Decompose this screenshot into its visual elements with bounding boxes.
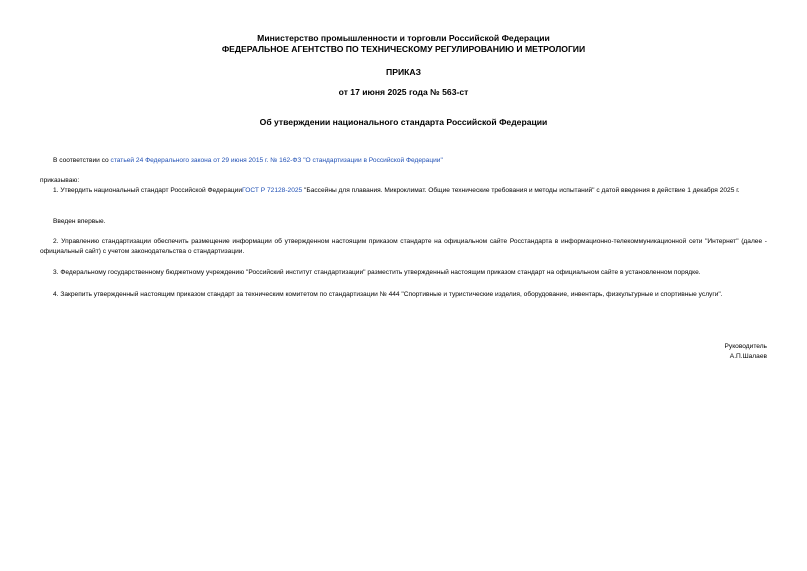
order-word: приказываю: (40, 177, 80, 184)
item-1-tail: "Бассейны для плавания. Микроклимат. Общие технические требования и методы испытаний" с датой введения в действие 1 декабря 2025 г. (302, 187, 740, 194)
signer-name: А.П.Шалаев (729, 353, 767, 360)
law-article-link[interactable]: статьей 24 Федерального закона от 29 июня 2015 г. № 162-ФЗ "О стандартизации в Российской Федерации" (110, 157, 443, 164)
item-2-paragraph: 2. Управлению стандартизации обеспечить размещение информации об утвержденном настоящим приказом стандарте на официальном сайте Росстандарта в информационно-телекоммуникационной сети "Интернет" (далее - официальный сайт) с учетом законодательства о стандартизации. (40, 238, 767, 255)
item-4-paragraph: 4. Закрепить утвержденный настоящим приказом стандарт за техническим комитетом по стандартизации № 444 "Спортивные и туристические изделия, оборудование, инвентарь, физкультурные и спортивные услуги". (53, 291, 723, 298)
introduced-note: Введен впервые. (53, 218, 106, 225)
order-date-number: от 17 июня 2025 года № 563-ст (338, 87, 469, 97)
gost-standard-link[interactable]: ГОСТ Р 72128-2025 (242, 187, 303, 194)
ministry-name: Министерство промышленности и торговли Российской Федерации (257, 33, 550, 43)
preamble-lead: В соответствии со (53, 157, 111, 164)
signer-position: Руководитель (724, 343, 767, 350)
order-subject: Об утверждении национального стандарта Российской Федерации (259, 117, 548, 127)
item-1-lead: 1. Утвердить национальный стандарт Российской Федерации (53, 187, 243, 194)
agency-name: ФЕДЕРАЛЬНОЕ АГЕНТСТВО ПО ТЕХНИЧЕСКОМУ РЕГУЛИРОВАНИЮ И МЕТРОЛОГИИ (221, 44, 586, 54)
item-3-paragraph: 3. Федеральному государственному бюджетному учреждению "Российский институт стандартизации" разместить утвержденный настоящим приказом стандарт на официальном сайте в установленном порядке. (53, 269, 701, 276)
document-type: ПРИКАЗ (386, 67, 421, 77)
signature-block (725, 342, 767, 362)
item-1-paragraph (40, 186, 767, 196)
preamble-paragraph (40, 156, 767, 166)
document-header (0, 33, 807, 55)
